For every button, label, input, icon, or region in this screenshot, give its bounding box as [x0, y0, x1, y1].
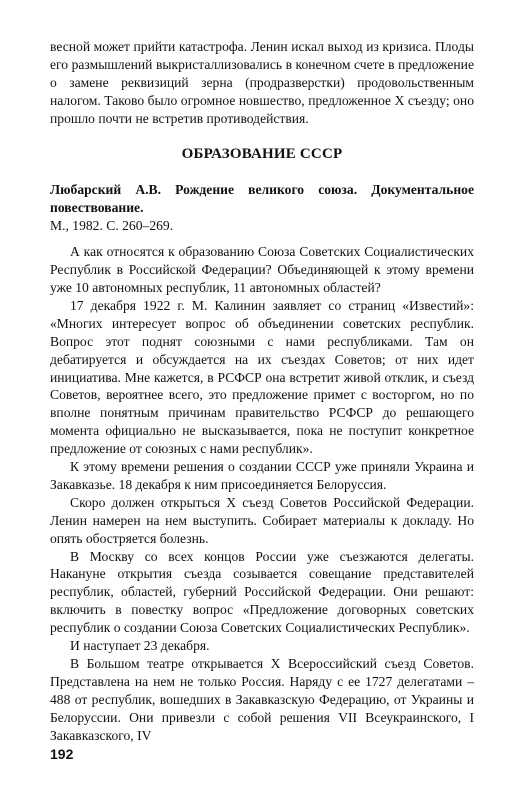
section-title: ОБРАЗОВАНИЕ СССР: [181, 145, 343, 162]
body-paragraph: А как относятся к образованию Союза Советских Социалистических Республик в Российской Федерации? Объединяющей к этому времени уже 10 автономных республик, 11 автономных областей?: [50, 244, 474, 295]
page-content: [50, 38, 474, 745]
body-paragraph: 17 декабря 1922 г. М. Калинин заявляет со страниц «Известий»: «Многих интересует вопрос об объединении советских республик. Вопрос этот поднят союзными с нами республиками. Там он дебатируется и обсуждается на их съездах Советов; от них идет инициатива. Мне кажется, в РСФСР она встретит живой отклик, и съезд Советов, вероятнее всего, это предложение примет с восторгом, но по вполне понятным причинам правительство РСФСР до решающего момента официально не высказывается, пока не поступит конкретное предложение от союзных с нами республик».: [50, 297, 474, 457]
source-publication: М., 1982. С. 260–269.: [50, 218, 174, 234]
body-paragraph: К этому времени решения о создании СССР уже приняли Украина и Закавказье. 18 декабря к ним присоединяется Белоруссия.: [50, 459, 474, 492]
page-number: 192: [50, 746, 74, 762]
body-paragraph: Скоро должен открыться X съезд Советов Российской Федерации. Ленин намерен на нем выступить. Собирает материалы к докладу. Но опять обостряется болезнь.: [50, 494, 474, 546]
body-paragraph: И наступает 23 декабря.: [70, 638, 210, 654]
intro-paragraph: весной может прийти катастрофа. Ленин искал выход из кризиса. Плоды его размышлений выкристаллизовались в конечном счете в предложение о замене реквизиций зерна (продразверстки) продовольственным налогом. Таково было огромное новшество, предложенное X съезду; оно прошло почти не встретив противодействия.: [50, 39, 474, 126]
body-paragraph: В Москву со всех концов России уже съезжаются делегаты. Накануне открытия съезда созывается совещание представителей республик, областей, губерний Российской Федерации. Они решают: включить в повестку вопрос «Предложение договорных советских республик о создании Союза Советских Социалистических Республик».: [50, 548, 474, 636]
source-citation: Любарский А.В. Рождение великого союза. Документальное повествование.: [50, 182, 474, 216]
body-paragraph: В Большом театре открывается X Всероссийский съезд Советов. Представлена на нем не только Россия. Наряду с ее 1727 делегатами – 488 от республик, вошедших в Закавказскую Федерацию, от Украины и Белоруссии. Они привезли с собой решения VII Всеукраинского, I Закавказского, IV: [50, 656, 474, 743]
